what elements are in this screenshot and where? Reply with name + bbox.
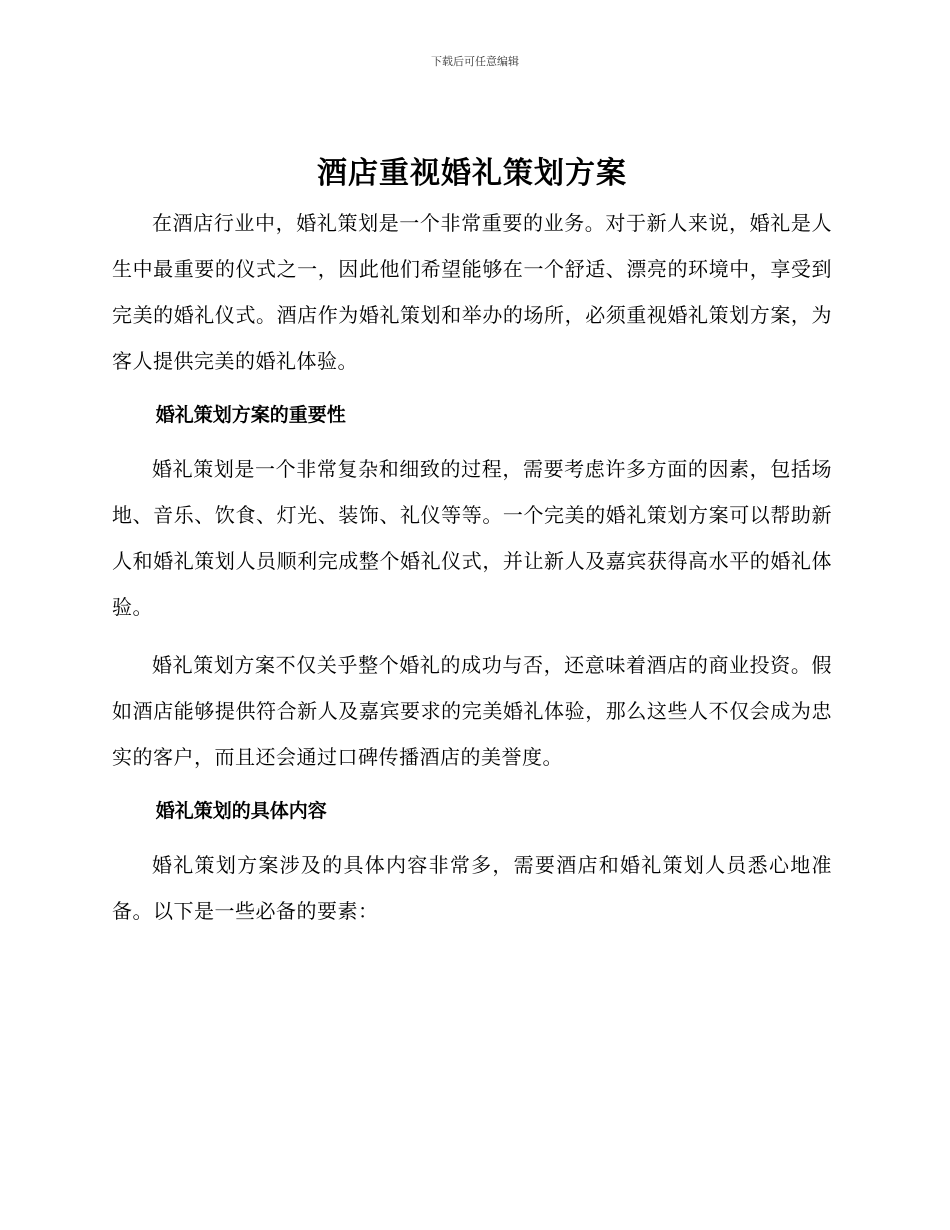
document-title: 酒店重视婚礼策划方案 (317, 156, 627, 191)
importance-paragraph-2: 婚礼策划方案不仅关乎整个婚礼的成功与否，还意味着酒店的商业投资。假如酒店能够提供符合新人及嘉宾要求的完美婚礼体验，那么这些人不仅会成为忠实的客户，而且还会通过口碑传播酒店的美誉度。 (112, 653, 832, 769)
section-heading-content: 婚礼策划的具体内容 (155, 800, 327, 822)
section-heading-importance: 婚礼策划方案的重要性 (155, 404, 346, 426)
document-body (112, 150, 832, 934)
page-header: 下载后可任意编辑 (431, 55, 519, 68)
importance-paragraph-1: 婚礼策划是一个非常复杂和细致的过程，需要考虑许多方面的因素，包括场地、音乐、饮食、灯光、装饰、礼仪等等。一个完美的婚礼策划方案可以帮助新人和婚礼策划人员顺利完成整个婚礼仪式，并让新人及嘉宾获得高水平的婚礼体验。 (112, 457, 832, 619)
intro-paragraph: 在酒店行业中，婚礼策划是一个非常重要的业务。对于新人来说，婚礼是人生中最重要的仪式之一，因此他们希望能够在一个舒适、漂亮的环境中，享受到完美的婚礼仪式。酒店作为婚礼策划和举办的场所，必须重视婚礼策划方案，为客人提供完美的婚礼体验。 (112, 211, 832, 373)
content-paragraph-1: 婚礼策划方案涉及的具体内容非常多，需要酒店和婚礼策划人员悉心地准备。以下是一些必备的要素： (112, 853, 832, 923)
